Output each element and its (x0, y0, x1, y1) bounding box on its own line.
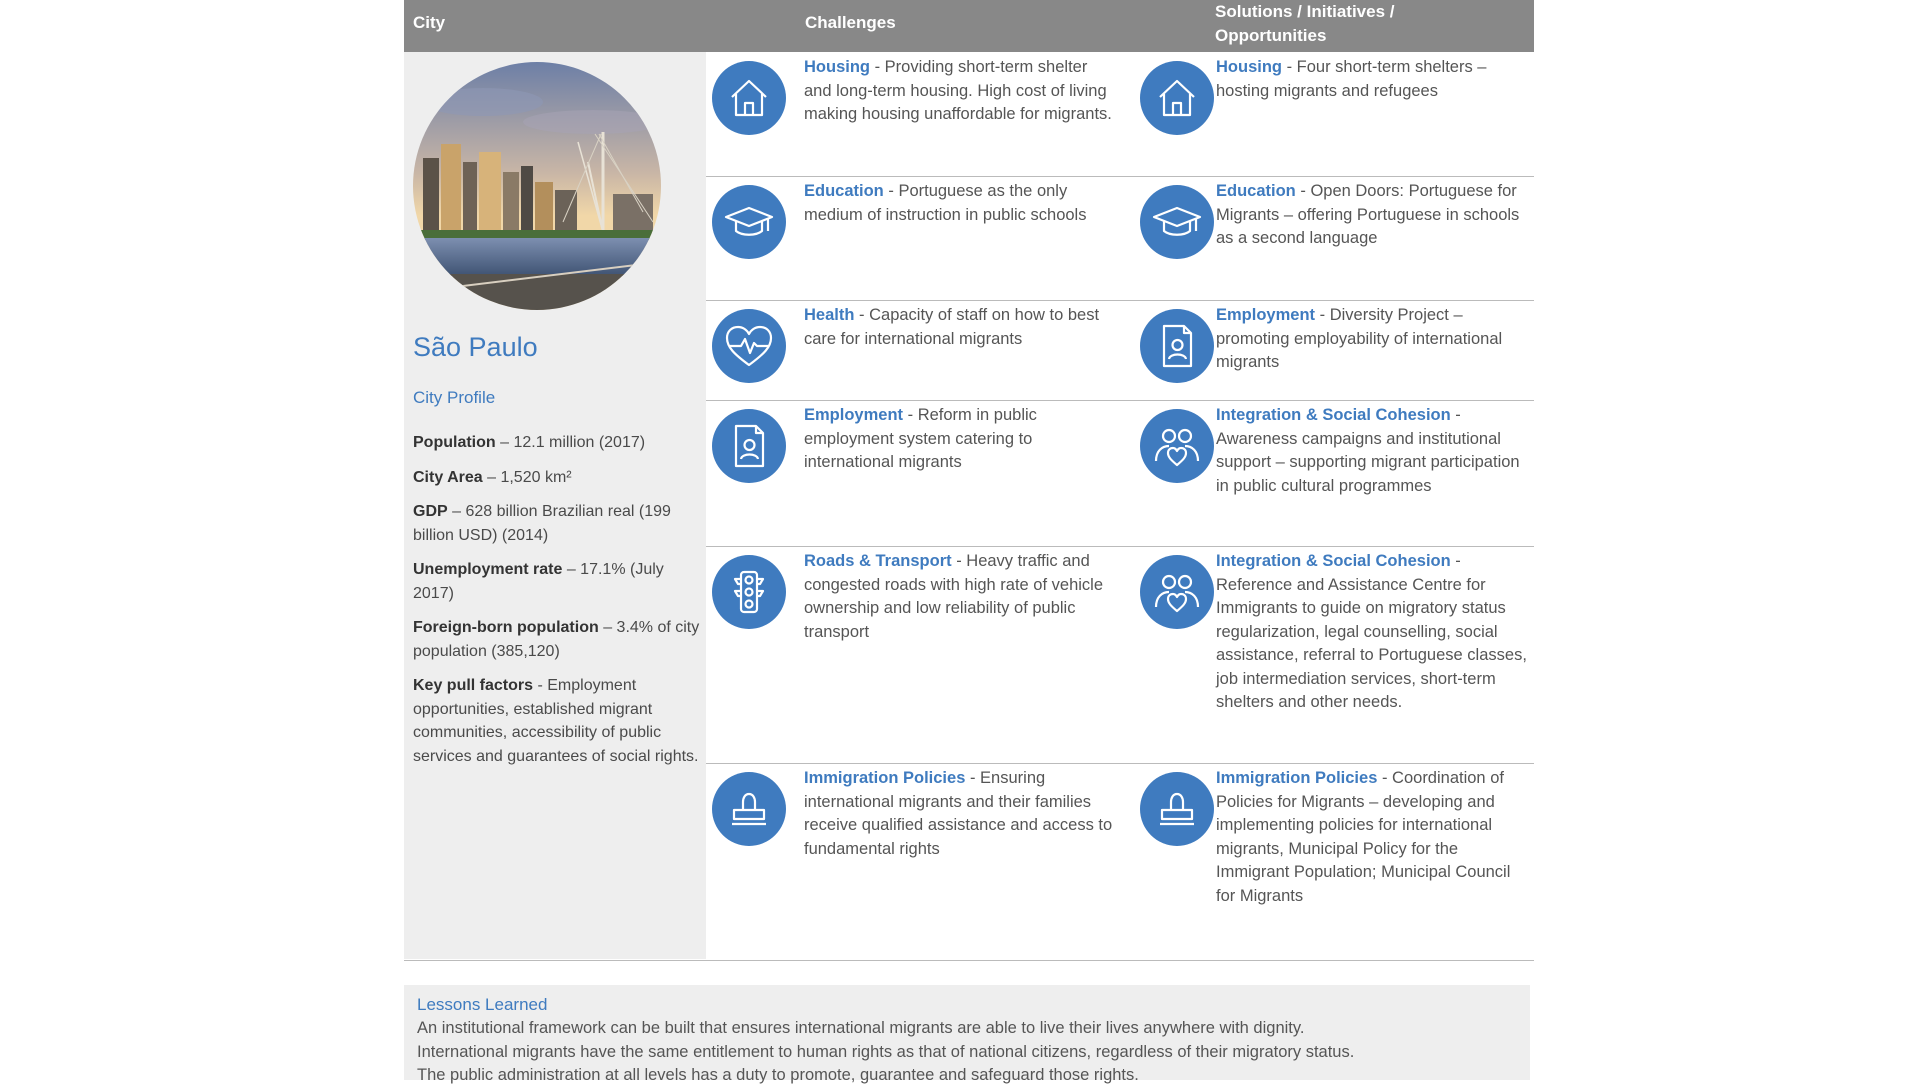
profile-value: 1,520 km² (500, 468, 572, 486)
house-icon (712, 61, 786, 135)
item-sep: - (1315, 306, 1330, 324)
profile-sep: – (598, 619, 617, 636)
employment-document-icon (712, 409, 786, 483)
item-title: Education (804, 182, 884, 200)
item-text: Open Doors: Portuguese for Migrants – offering Portuguese in schools as a second language (1216, 182, 1520, 247)
item-title: Health (804, 306, 855, 324)
table-row (706, 52, 1534, 177)
item-title: Integration & Social Cohesion (1216, 552, 1451, 570)
stamp-icon (712, 772, 786, 846)
graduation-cap-icon (1140, 185, 1214, 259)
stamp-icon (1140, 772, 1214, 846)
header-city: City (413, 13, 446, 32)
item-text: - Awareness campaigns and institutional support – supporting migrant participation in public cultural programmes (1216, 406, 1520, 495)
profile-key-pull-factors (413, 674, 703, 768)
item-title: Employment (1216, 306, 1316, 324)
solution-education (1216, 180, 1534, 251)
profile-sep: – (482, 468, 501, 486)
profile-value: 17.1% (July 2017) (413, 561, 664, 602)
item-sep: - (870, 58, 885, 76)
item-sep: - (1295, 182, 1311, 200)
profile-sep: – (447, 503, 466, 520)
item-sep: - (1282, 58, 1297, 76)
item-text: - Reference and Assistance Centre for Immigrants to guide on migratory status regularization, legal counselling, social assistance, referral to Portuguese classes, job intermediation services, short-term shelters and other needs. (1216, 552, 1527, 711)
profile-foreign-born (413, 616, 703, 663)
item-text: Heavy traffic and congested roads with high rate of vehicle ownership and low reliability of public transport (804, 552, 1104, 641)
table-bottom-divider (404, 960, 1534, 961)
item-text: Providing short-term shelter and long-term housing. High cost of living making housing unaffordable for migrants. (804, 58, 1112, 123)
lessons-title: Lessons Learned (417, 995, 548, 1014)
item-title: Education (1216, 182, 1296, 200)
table-header (404, 0, 1534, 52)
solution-integration-reference-centre (1216, 550, 1534, 715)
city-photo (413, 62, 661, 310)
table-row (706, 176, 1534, 301)
item-text: Coordination of Policies for Migrants – developing and implementing policies for international migrants, Municipal Policy for the Immigrant Population; Municipal Council for Migrants (1216, 769, 1511, 905)
item-sep: - (1377, 769, 1393, 787)
profile-sep: – (495, 434, 514, 451)
people-heart-icon (1140, 555, 1214, 629)
profile-value: Employment opportunities, established migrant communities, accessibility of public services and guarantees of social rights. (413, 677, 699, 765)
graduation-cap-icon (712, 185, 786, 259)
profile-value: 12.1 million (2017) (513, 434, 646, 451)
people-heart-icon (1140, 409, 1214, 483)
lessons-line: International migrants have the same entitlement to human rights as that of national citizens, regardless of their migratory status. (417, 1042, 1355, 1061)
profile-gdp (413, 500, 703, 547)
item-title: Immigration Policies (1216, 769, 1378, 787)
city-profile-list (413, 431, 703, 779)
profile-label: Key pull factors (413, 677, 534, 694)
profile-label: Population (413, 434, 496, 451)
challenge-health (804, 304, 1114, 351)
item-text: Capacity of staff on how to best care for international migrants (804, 306, 1100, 348)
profile-label: Foreign-born population (413, 619, 599, 636)
item-title: Housing (1216, 58, 1282, 76)
item-title: Housing (804, 58, 870, 76)
table-row (706, 546, 1534, 764)
profile-unemployment (413, 558, 703, 605)
header-solutions: Solutions / Initiatives / Opportunities (1215, 2, 1395, 45)
profile-city-area (413, 466, 703, 490)
city-name: São Paulo (413, 332, 538, 362)
item-text: Four short-term shelters – hosting migrants and refugees (1216, 58, 1487, 100)
profile-label: City Area (413, 468, 483, 486)
table-row (706, 400, 1534, 547)
item-title: Roads & Transport (804, 552, 952, 570)
challenge-roads-transport (804, 550, 1129, 644)
item-text: Portuguese as the only medium of instruction in public schools (804, 182, 1087, 224)
profile-sep: – (562, 561, 581, 578)
item-sep: - (854, 306, 870, 324)
solution-immigration-policies (1216, 767, 1534, 908)
item-sep: - (883, 182, 899, 200)
challenge-education (804, 180, 1114, 227)
item-sep: - (951, 552, 967, 570)
profile-population (413, 431, 703, 455)
lessons-body (417, 1017, 1517, 1088)
solution-housing (1216, 56, 1534, 103)
profile-sep: - (533, 677, 548, 694)
item-title: Immigration Policies (804, 769, 966, 787)
solution-integration-awareness (1216, 404, 1534, 498)
item-title: Employment (804, 406, 904, 424)
city-panel (404, 52, 706, 959)
profile-label: Unemployment rate (413, 561, 563, 578)
header-challenges: Challenges (805, 13, 896, 32)
item-sep: - (903, 406, 918, 424)
city-profile-heading: City Profile (413, 388, 496, 407)
profile-label: GDP (413, 503, 448, 520)
item-text: Ensuring international migrants and their families receive qualified assistance and access to fundamental rights (804, 769, 1113, 858)
profile-value: 3.4% of city population (385,120) (413, 619, 700, 660)
profile-value: 628 billion Brazilian real (199 billion USD) (2014) (413, 503, 671, 544)
item-text: Diversity Project – promoting employability of international migrants (1216, 306, 1503, 371)
challenge-immigration-policies (804, 767, 1114, 861)
solution-employment (1216, 304, 1534, 375)
lessons-line: The public administration at all levels has a duty to promote, guarantee and safeguard those rights. (417, 1066, 1139, 1084)
challenge-employment (804, 404, 1114, 475)
traffic-light-icon (712, 555, 786, 629)
employment-document-icon (1140, 309, 1214, 383)
table-row (706, 763, 1534, 959)
heart-pulse-icon (712, 309, 786, 383)
table-row (706, 300, 1534, 401)
house-icon (1140, 61, 1214, 135)
lessons-learned-box (404, 985, 1530, 1084)
lessons-line: An institutional framework can be built that ensures international migrants are able to live their lives anywhere with dignity. (417, 1019, 1305, 1037)
challenge-housing (804, 56, 1114, 127)
page (404, 0, 1534, 1084)
item-sep: - (965, 769, 981, 787)
item-text: Reform in public employment system catering to international migrants (804, 406, 1037, 471)
city-skyline-image (413, 62, 661, 310)
item-title: Integration & Social Cohesion (1216, 406, 1451, 424)
